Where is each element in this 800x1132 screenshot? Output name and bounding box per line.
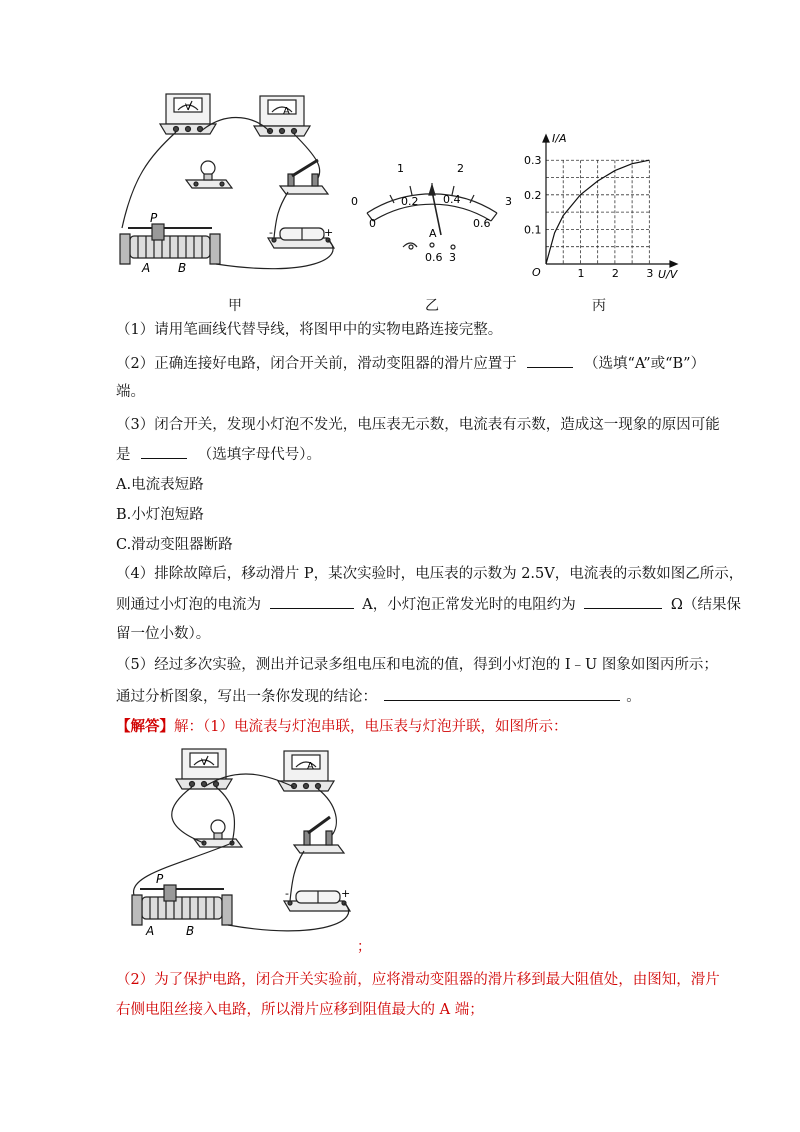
origin-label: O xyxy=(532,266,541,279)
slider-letter: P xyxy=(150,211,158,225)
answer-blank-3[interactable] xyxy=(141,444,187,459)
end-b-label: B xyxy=(186,924,195,938)
voltmeter-icon xyxy=(160,94,216,134)
dial-top-1: 1 xyxy=(397,162,404,175)
question-2-text: （2）正确连接好电路，闭合开关前，滑动变阻器的滑片应置于 xyxy=(116,356,517,372)
answer-tag: 【解答】 xyxy=(116,718,174,735)
answer-figure-colon: ； xyxy=(357,939,371,955)
answer-line-3: 右侧电阻丝接入电路，所以滑片应移到阻值最大的 A 端； xyxy=(116,1002,484,1018)
answer-text-1: 解：（1）电流表与灯泡串联，电压表与灯泡并联，如图所示： xyxy=(174,719,568,735)
dial-top-2: 2 xyxy=(457,162,464,175)
battery-minus: - xyxy=(269,226,273,239)
dial-terminal-06: 0.6 xyxy=(425,251,443,264)
y-tick-label: 0.3 xyxy=(524,154,542,168)
dial-unit: A xyxy=(429,227,437,240)
x-tick-label: 2 xyxy=(611,267,619,280)
ammeter-letter: A xyxy=(283,106,290,117)
end-b-label: B xyxy=(178,261,187,275)
answer-blank-4a[interactable] xyxy=(270,594,354,609)
question-4-suffix: Ω（结果保 xyxy=(670,597,741,613)
ammeter-icon xyxy=(254,96,310,136)
x-tick-label: 3 xyxy=(646,267,654,280)
dial-top-0: 0 xyxy=(351,195,358,208)
question-3-prefix: 是 xyxy=(116,447,131,463)
bulb-icon xyxy=(186,161,232,188)
question-4-line1: （4）排除故障后，移动滑片 P，某次实验时，电压表的示数为 2.5V，电流表的示数如图乙所示， xyxy=(116,566,744,582)
end-a-label: A xyxy=(142,261,151,275)
question-5-line2 xyxy=(116,686,641,707)
question-4-mid: A，小灯泡正常发光时的电阻约为 xyxy=(362,597,576,613)
question-3-line2 xyxy=(116,444,321,465)
slider-letter: P xyxy=(156,872,164,886)
battery-minus: - xyxy=(285,887,289,900)
voltmeter-letter: V xyxy=(185,103,192,113)
option-a: A.电流表短路 xyxy=(116,477,204,493)
question-2-hint: （选填“A”或“B”） xyxy=(583,356,706,372)
question-4-line3: 留一位小数）。 xyxy=(116,626,211,642)
voltmeter-icon xyxy=(176,749,232,789)
dial-top-3: 3 xyxy=(505,195,512,208)
question-2-end: 端。 xyxy=(116,384,145,400)
ammeter-icon xyxy=(278,751,334,791)
option-b: B.小灯泡短路 xyxy=(116,507,204,523)
answer-line-2: （2）为了保护电路，闭合开关实验前，应将滑动变阻器的滑片移到最大阻值处，由图知，滑片 xyxy=(116,972,720,988)
ammeter-dial-figure-yi xyxy=(345,155,520,270)
switch-icon xyxy=(280,160,328,194)
question-3-hint: （选填字母代号）。 xyxy=(197,447,321,463)
ammeter-letter: A xyxy=(307,761,314,772)
answer-blank-4b[interactable] xyxy=(584,594,662,609)
dial-bottom-1: 0.2 xyxy=(401,195,419,208)
question-5-prefix: 通过分析图象，写出一条你发现的结论： xyxy=(116,689,377,705)
option-c: C.滑动变阻器断路 xyxy=(116,537,233,553)
voltmeter-letter: V xyxy=(201,758,208,768)
figure-label-jia: 甲 xyxy=(228,298,242,314)
y-axis-label: I/A xyxy=(552,132,567,145)
dial-bottom-0: 0 xyxy=(369,217,376,230)
y-tick-label: 0.1 xyxy=(524,223,542,237)
answer-blank-5[interactable] xyxy=(384,686,620,701)
question-4-prefix: 则通过小灯泡的电流为 xyxy=(116,597,261,613)
dial-bottom-3: 0.6 xyxy=(473,217,491,230)
figure-label-yi: 乙 xyxy=(425,298,439,314)
answer-blank-2[interactable] xyxy=(527,353,573,368)
iu-graph-figure-bing xyxy=(522,128,692,283)
question-5-suffix: 。 xyxy=(626,689,641,705)
dial-terminal-3: 3 xyxy=(449,251,456,264)
question-4-line2 xyxy=(116,594,741,615)
figure-label-bing: 丙 xyxy=(592,298,606,314)
question-2 xyxy=(116,353,705,374)
dial-bottom-2: 0.4 xyxy=(443,193,461,206)
end-a-label: A xyxy=(146,924,155,938)
circuit-figure-jia xyxy=(108,88,358,288)
battery-plus: + xyxy=(341,887,351,900)
question-3-line1: （3）闭合开关，发现小灯泡不发光，电压表无示数，电流表有示数，造成这一现象的原因可能 xyxy=(116,417,720,433)
x-tick-label: 1 xyxy=(577,267,585,280)
question-5-line1: （5）经过多次实验，测出并记录多组电压和电流的值，得到小灯泡的 I﹣U 图象如图丙所示； xyxy=(116,657,718,673)
rheostat-icon xyxy=(120,224,220,264)
question-1: （1）请用笔画线代替导线，将图甲中的实物电路连接完整。 xyxy=(116,322,503,338)
battery-plus: + xyxy=(324,226,334,239)
x-axis-label: U/V xyxy=(658,268,678,281)
y-tick-label: 0.2 xyxy=(524,188,542,202)
circuit-figure-answer xyxy=(118,745,368,945)
rheostat-icon xyxy=(132,885,232,925)
answer-line-1 xyxy=(116,717,567,737)
